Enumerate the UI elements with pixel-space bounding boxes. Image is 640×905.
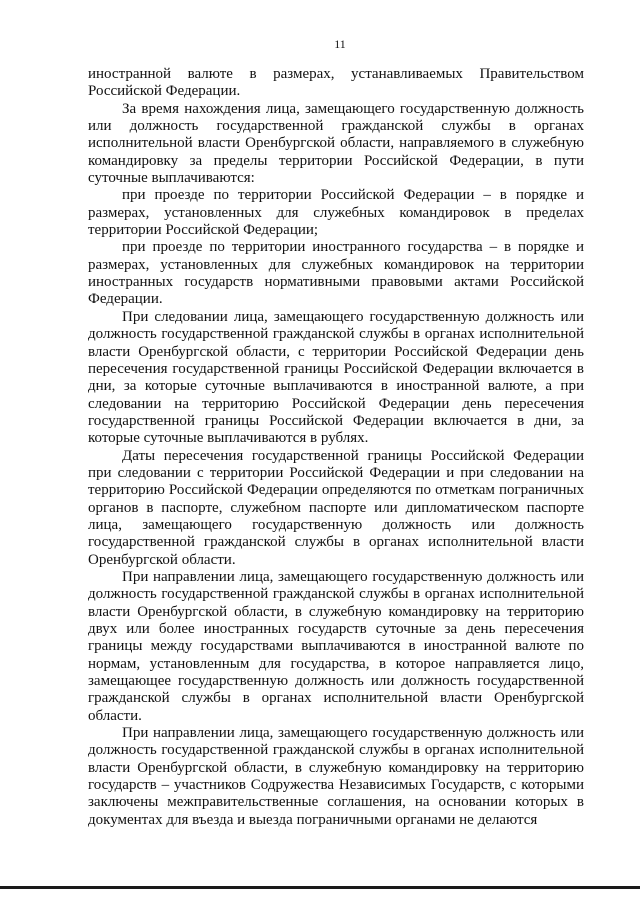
paragraph-transit-foreign: при проезде по территории иностранного государства – в порядке и размерах, установленных для служебных командировок на территории иностранных государств нормативными правовыми актами Российской Федерации. (88, 239, 584, 308)
paragraph-cis-states: При направлении лица, замещающего государственную должность или должность государственной гражданской службы в органах исполнительной власти Оренбургской области, в служебную командировку на территорию государств – участников Содружества Независимых Государств, с которыми заключены межправительственные соглашения, на основании которых в документах для въезда и выезда пограничными органами не делаются (88, 725, 584, 828)
paragraph-transit-russia: при проезде по территории Российской Федерации – в порядке и размерах, установленных для служебных командировок в пределах территории Российской Федерации; (88, 187, 584, 239)
bottom-divider (0, 886, 640, 889)
paragraph-continuation: иностранной валюте в размерах, устанавливаемых Правительством Российской Федерации. (88, 66, 584, 100)
page-number: 11 (334, 37, 346, 51)
paragraph-border-crossing-dates: Даты пересечения государственной границы Российской Федерации при следовании с территории Российской Федерации и при следовании на территорию Российской Федерации определяются по отметкам пограничных органов в паспорте, служебном паспорте или дипломатическом паспорте лица, замещающего государственную должность или должность государственной гражданской службы в органах исполнительной власти Оренбургской области. (88, 447, 584, 568)
document-body (88, 66, 584, 829)
paragraph-border-crossing-day: При следовании лица, замещающего государственную должность или должность государственной гражданской службы в органах исполнительной власти Оренбургской области, с территории Российской Федерации день пересечения государственной границы Российской Федерации включается в дни, за которые суточные выплачиваются в иностранной валюте, а при следовании на территорию Российской Федерации день пересечения государственной границы Российской Федерации включается в дни, за которые суточные выплачиваются в рублях. (88, 308, 584, 447)
paragraph-per-diem-in-transit: За время нахождения лица, замещающего государственную должность или должность государственной гражданской службы в органах исполнительной власти Оренбургской области, направляемого в служебную командировку за пределы территории Российской Федерации, в пути суточные выплачиваются: (88, 100, 584, 187)
paragraph-multiple-states: При направлении лица, замещающего государственную должность или должность государственной гражданской службы в органах исполнительной власти Оренбургской области, в служебную командировку на территорию двух или более иностранных государств суточные за день пересечения границы между государствами выплачиваются в иностранной валюте по нормам, установленным для государства, в которое направляется лицо, замещающее государственную должность или должность государственной гражданской службы в органах исполнительной власти Оренбургской области. (88, 568, 584, 724)
